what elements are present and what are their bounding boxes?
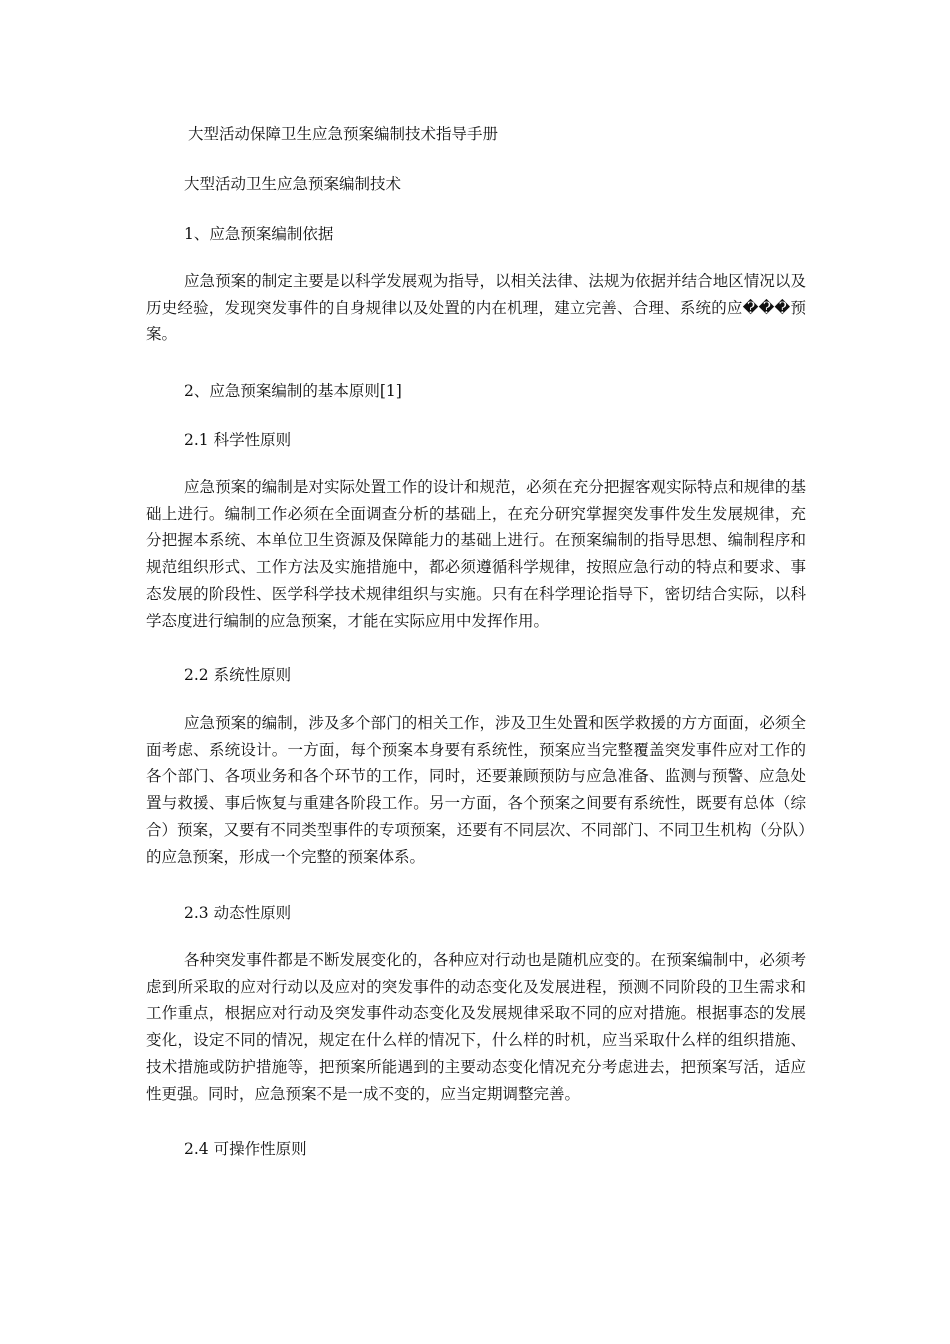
section-body-2-3: 各种突发事件都是不断发展变化的，各种应对行动也是随机应变的。在预案编制中，必须考虑到所采取的应对行动以及应对的突发事件的动态变化及发展进程，预测不同阶段的卫生需求和工作重点，根据应对行动及突发事件动态变化及发展规律采取不同的应对措施。根据事态的发展变化，设定不同的情况，规定在什么样的情况下，什么样的时机，应当采取什么样的组织措施、技术措施或防护措施等，把预案所能遇到的主要动态变化情况充分考虑进去，把预案写活，适应性更强。同时，应急预案不是一成不变的，应当定期调整完善。 bbox=[146, 951, 806, 1103]
section-heading-2-2: 2.2 系统性原则 bbox=[184, 666, 292, 684]
section-heading-2-1: 2.1 科学性原则 bbox=[184, 431, 292, 449]
section-heading-2-3: 2.3 动态性原则 bbox=[184, 904, 292, 922]
section-body-2-2: 应急预案的编制，涉及多个部门的相关工作，涉及卫生处置和医学救援的方方面面，必须全面考虑、系统设计。一方面，每个预案本身要有系统性，预案应当完整覆盖突发事件应对工作的各个部门、各项业务和各个环节的工作，同时，还要兼顾预防与应急准备、监测与预警、应急处置与救援、事后恢复与重建各阶段工作。另一方面，各个预案之间要有系统性，既要有总体（综合）预案，又要有不同类型事件的专项预案，还要有不同层次、不同部门、不同卫生机构（分队）的应急预案，形成一个完整的预案体系。 bbox=[146, 714, 806, 866]
section-heading-2-4: 2.4 可操作性原则 bbox=[184, 1140, 307, 1158]
section-body-2-1: 应急预案的编制是对实际处置工作的设计和规范，必须在充分把握客观实际特点和规律的基础上进行。编制工作必须在全面调查分析的基础上，在充分研究掌握突发事件发生发展规律，充分把握本系统、本单位卫生资源及保障能力的基础上进行。在预案编制的指导思想、编制程序和规范组织形式、工作方法及实施措施中，都必须遵循科学规律，按照应急行动的特点和要求、事态发展的阶段性、医学科学技术规律组织与实施。只有在科学理论指导下，密切结合实际，以科学态度进行编制的应急预案，才能在实际应用中发挥作用。 bbox=[146, 478, 806, 630]
section-heading-2: 2、应急预案编制的基本原则[1] bbox=[184, 382, 402, 400]
section-heading-1: 1、应急预案编制依据 bbox=[184, 225, 334, 243]
section-body-1: 应急预案的制定主要是以科学发展观为指导，以相关法律、法规为依据并结合地区情况以及历史经验，发现突发事件的自身规律以及处置的内在机理，建立完善、合理、系统的应���预案。 bbox=[146, 272, 806, 344]
document-subtitle: 大型活动卫生应急预案编制技术 bbox=[184, 175, 402, 193]
document-title: 大型活动保障卫生应急预案编制技术指导手册 bbox=[188, 125, 499, 143]
